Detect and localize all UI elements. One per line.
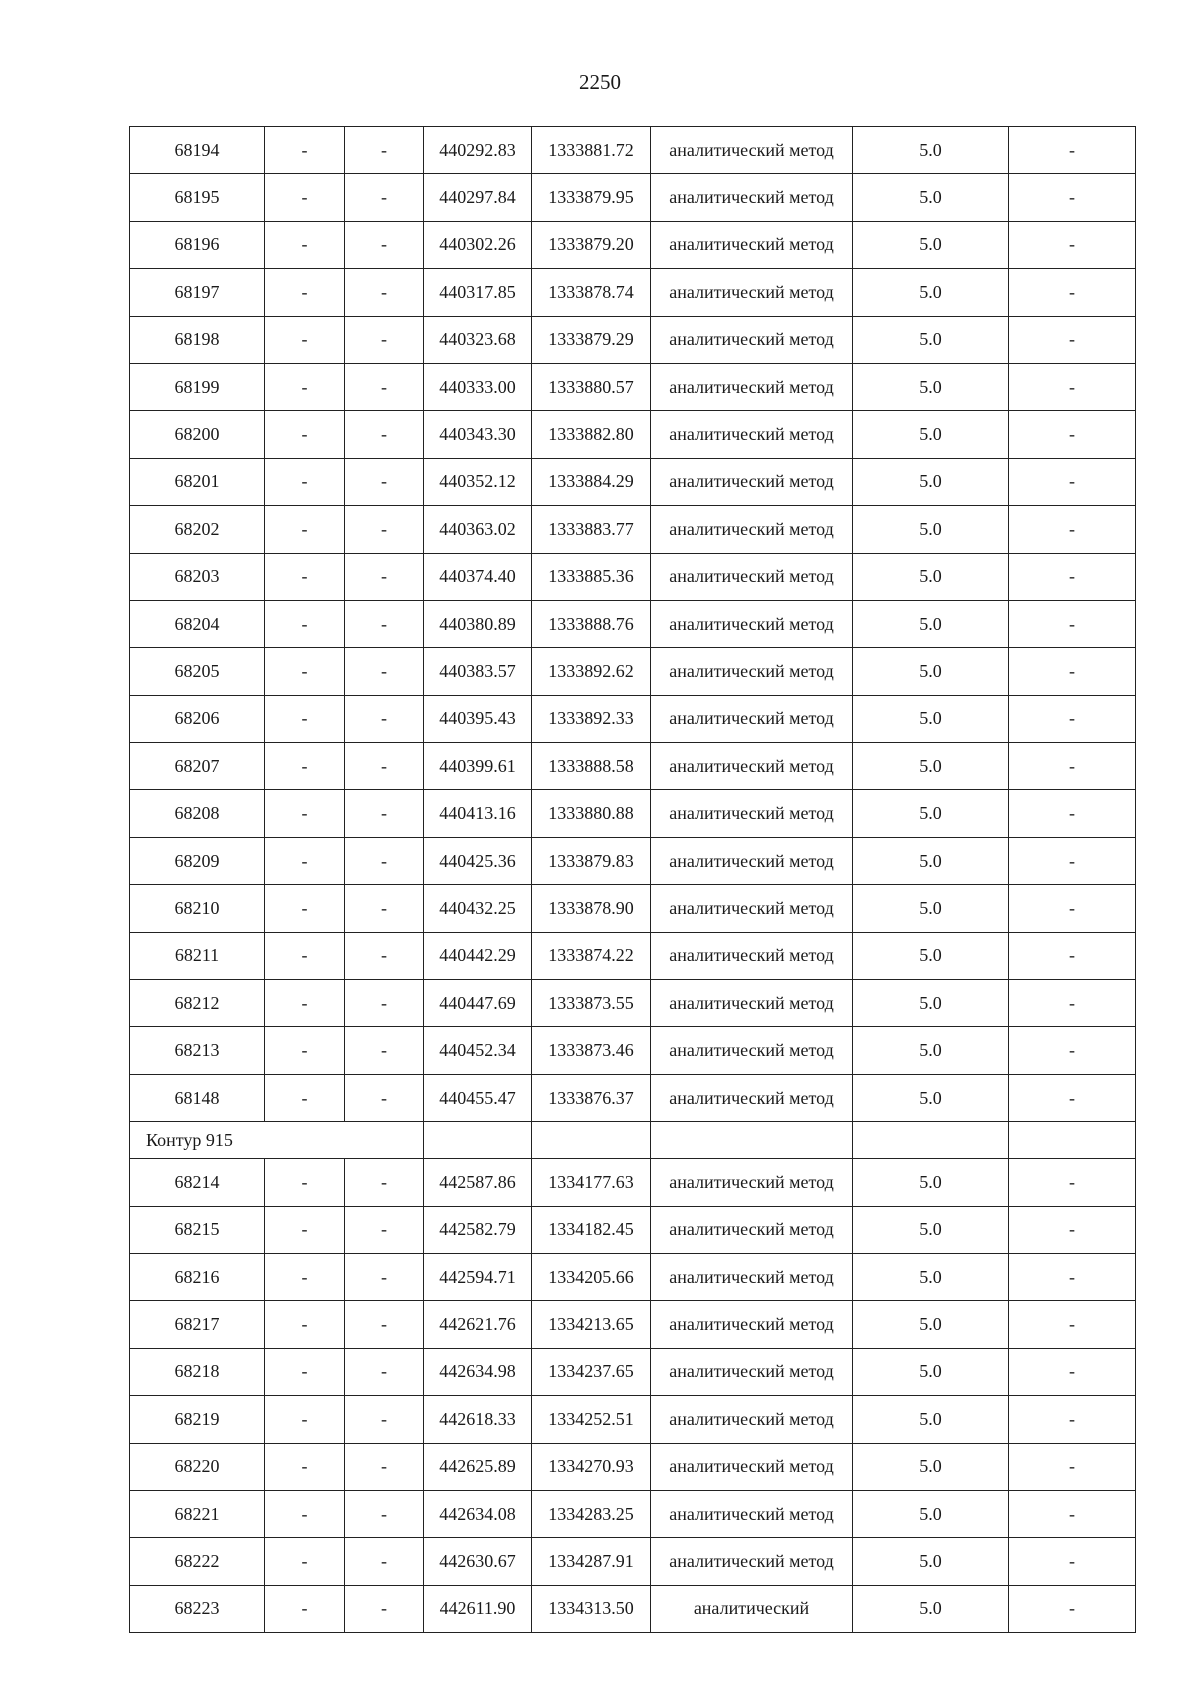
y-coordinate-cell: 1334177.63 [532,1159,651,1206]
empty-cell [1009,1122,1136,1159]
dash-cell: - [1009,885,1136,932]
point-number-cell: 68197 [130,269,265,316]
method-cell: аналитический метод [651,1443,853,1490]
y-coordinate-cell: 1333879.20 [532,221,651,268]
method-cell: аналитический метод [651,837,853,884]
y-coordinate-cell: 1333873.55 [532,980,651,1027]
dash-cell: - [265,174,345,221]
point-number-cell: 68210 [130,885,265,932]
dash-cell: - [265,600,345,647]
dash-cell: - [345,553,424,600]
point-number-cell: 68199 [130,363,265,410]
coordinates-table [129,126,1136,1633]
y-coordinate-cell: 1334205.66 [532,1253,651,1300]
dash-cell: - [345,506,424,553]
contour-label: Контур 915 [130,1122,424,1159]
point-number-cell: 68223 [130,1585,265,1632]
x-coordinate-cell: 440447.69 [424,980,532,1027]
dash-cell: - [345,174,424,221]
dash-cell: - [1009,316,1136,363]
table-row [130,1253,1136,1300]
dash-cell: - [345,127,424,174]
dash-cell: - [345,1585,424,1632]
table-row [130,1396,1136,1443]
dash-cell: - [265,1206,345,1253]
accuracy-cell: 5.0 [853,1490,1009,1537]
dash-cell: - [345,1027,424,1074]
point-number-cell: 68196 [130,221,265,268]
dash-cell: - [1009,363,1136,410]
method-cell: аналитический метод [651,411,853,458]
dash-cell: - [265,1443,345,1490]
method-cell: аналитический метод [651,648,853,695]
point-number-cell: 68217 [130,1301,265,1348]
page-number: 2250 [579,70,621,94]
method-cell: аналитический [651,1585,853,1632]
x-coordinate-cell: 440352.12 [424,458,532,505]
table-row [130,316,1136,363]
accuracy-cell: 5.0 [853,790,1009,837]
point-number-cell: 68216 [130,1253,265,1300]
y-coordinate-cell: 1333878.90 [532,885,651,932]
method-cell: аналитический метод [651,1301,853,1348]
accuracy-cell: 5.0 [853,1348,1009,1395]
dash-cell: - [1009,743,1136,790]
accuracy-cell: 5.0 [853,127,1009,174]
dash-cell: - [1009,1490,1136,1537]
x-coordinate-cell: 440425.36 [424,837,532,884]
y-coordinate-cell: 1334213.65 [532,1301,651,1348]
dash-cell: - [1009,553,1136,600]
x-coordinate-cell: 440292.83 [424,127,532,174]
table-body [130,127,1136,1633]
x-coordinate-cell: 442582.79 [424,1206,532,1253]
table-row [130,837,1136,884]
table-row [130,885,1136,932]
method-cell: аналитический метод [651,458,853,505]
dash-cell: - [345,1253,424,1300]
x-coordinate-cell: 440302.26 [424,221,532,268]
dash-cell: - [1009,837,1136,884]
dash-cell: - [1009,790,1136,837]
dash-cell: - [1009,648,1136,695]
table-row [130,695,1136,742]
x-coordinate-cell: 440317.85 [424,269,532,316]
x-coordinate-cell: 442634.98 [424,1348,532,1395]
y-coordinate-cell: 1333879.95 [532,174,651,221]
table-row [130,1074,1136,1121]
dash-cell: - [265,221,345,268]
y-coordinate-cell: 1333883.77 [532,506,651,553]
dash-cell: - [1009,1301,1136,1348]
dash-cell: - [345,932,424,979]
x-coordinate-cell: 440297.84 [424,174,532,221]
point-number-cell: 68206 [130,695,265,742]
y-coordinate-cell: 1334182.45 [532,1206,651,1253]
dash-cell: - [1009,1253,1136,1300]
dash-cell: - [1009,1443,1136,1490]
dash-cell: - [265,980,345,1027]
y-coordinate-cell: 1333881.72 [532,127,651,174]
point-number-cell: 68213 [130,1027,265,1074]
method-cell: аналитический метод [651,790,853,837]
accuracy-cell: 5.0 [853,1585,1009,1632]
dash-cell: - [345,837,424,884]
y-coordinate-cell: 1333874.22 [532,932,651,979]
accuracy-cell: 5.0 [853,1074,1009,1121]
dash-cell: - [265,1396,345,1443]
empty-cell [532,1122,651,1159]
y-coordinate-cell: 1333884.29 [532,458,651,505]
accuracy-cell: 5.0 [853,1253,1009,1300]
accuracy-cell: 5.0 [853,695,1009,742]
x-coordinate-cell: 442611.90 [424,1585,532,1632]
x-coordinate-cell: 440395.43 [424,695,532,742]
dash-cell: - [345,1206,424,1253]
dash-cell: - [345,458,424,505]
accuracy-cell: 5.0 [853,600,1009,647]
dash-cell: - [265,127,345,174]
x-coordinate-cell: 440333.00 [424,363,532,410]
y-coordinate-cell: 1333892.33 [532,695,651,742]
x-coordinate-cell: 440455.47 [424,1074,532,1121]
method-cell: аналитический метод [651,553,853,600]
x-coordinate-cell: 442625.89 [424,1443,532,1490]
x-coordinate-cell: 440374.40 [424,553,532,600]
table-row [130,269,1136,316]
dash-cell: - [265,363,345,410]
method-cell: аналитический метод [651,1396,853,1443]
accuracy-cell: 5.0 [853,932,1009,979]
dash-cell: - [1009,980,1136,1027]
method-cell: аналитический метод [651,127,853,174]
point-number-cell: 68203 [130,553,265,600]
dash-cell: - [1009,1159,1136,1206]
dash-cell: - [1009,269,1136,316]
dash-cell: - [265,458,345,505]
dash-cell: - [1009,458,1136,505]
accuracy-cell: 5.0 [853,1396,1009,1443]
dash-cell: - [1009,695,1136,742]
method-cell: аналитический метод [651,1538,853,1585]
dash-cell: - [1009,1206,1136,1253]
dash-cell: - [345,980,424,1027]
accuracy-cell: 5.0 [853,506,1009,553]
dash-cell: - [265,553,345,600]
accuracy-cell: 5.0 [853,174,1009,221]
method-cell: аналитический метод [651,1348,853,1395]
point-number-cell: 68219 [130,1396,265,1443]
method-cell: аналитический метод [651,695,853,742]
dash-cell: - [345,600,424,647]
dash-cell: - [265,1585,345,1632]
table-row [130,980,1136,1027]
table-row [130,932,1136,979]
method-cell: аналитический метод [651,1074,853,1121]
dash-cell: - [1009,1074,1136,1121]
method-cell: аналитический метод [651,743,853,790]
x-coordinate-cell: 442618.33 [424,1396,532,1443]
dash-cell: - [265,837,345,884]
table-row [130,1348,1136,1395]
table-row [130,411,1136,458]
dash-cell: - [345,1074,424,1121]
table-row [130,600,1136,647]
table-row [130,1538,1136,1585]
accuracy-cell: 5.0 [853,1159,1009,1206]
dash-cell: - [345,411,424,458]
point-number-cell: 68200 [130,411,265,458]
table-row [130,1159,1136,1206]
y-coordinate-cell: 1333882.80 [532,411,651,458]
dash-cell: - [345,1538,424,1585]
accuracy-cell: 5.0 [853,411,1009,458]
y-coordinate-cell: 1333878.74 [532,269,651,316]
table-row [130,790,1136,837]
method-cell: аналитический метод [651,363,853,410]
x-coordinate-cell: 440442.29 [424,932,532,979]
x-coordinate-cell: 440399.61 [424,743,532,790]
y-coordinate-cell: 1333879.29 [532,316,651,363]
y-coordinate-cell: 1334287.91 [532,1538,651,1585]
dash-cell: - [265,1490,345,1537]
y-coordinate-cell: 1333880.57 [532,363,651,410]
point-number-cell: 68214 [130,1159,265,1206]
accuracy-cell: 5.0 [853,363,1009,410]
accuracy-cell: 5.0 [853,1206,1009,1253]
x-coordinate-cell: 440383.57 [424,648,532,695]
dash-cell: - [1009,1585,1136,1632]
table-row [130,1301,1136,1348]
accuracy-cell: 5.0 [853,1538,1009,1585]
x-coordinate-cell: 442630.67 [424,1538,532,1585]
dash-cell: - [265,1074,345,1121]
x-coordinate-cell: 440343.30 [424,411,532,458]
y-coordinate-cell: 1333879.83 [532,837,651,884]
accuracy-cell: 5.0 [853,1443,1009,1490]
dash-cell: - [265,411,345,458]
dash-cell: - [265,1538,345,1585]
y-coordinate-cell: 1333873.46 [532,1027,651,1074]
dash-cell: - [345,363,424,410]
dash-cell: - [265,1027,345,1074]
y-coordinate-cell: 1334237.65 [532,1348,651,1395]
x-coordinate-cell: 440380.89 [424,600,532,647]
point-number-cell: 68209 [130,837,265,884]
table-row [130,1443,1136,1490]
x-coordinate-cell: 440413.16 [424,790,532,837]
point-number-cell: 68220 [130,1443,265,1490]
accuracy-cell: 5.0 [853,743,1009,790]
accuracy-cell: 5.0 [853,1027,1009,1074]
accuracy-cell: 5.0 [853,269,1009,316]
point-number-cell: 68211 [130,932,265,979]
y-coordinate-cell: 1333876.37 [532,1074,651,1121]
accuracy-cell: 5.0 [853,458,1009,505]
point-number-cell: 68207 [130,743,265,790]
table-row [130,1490,1136,1537]
accuracy-cell: 5.0 [853,980,1009,1027]
method-cell: аналитический метод [651,1253,853,1300]
x-coordinate-cell: 442621.76 [424,1301,532,1348]
dash-cell: - [345,743,424,790]
dash-cell: - [1009,600,1136,647]
y-coordinate-cell: 1334270.93 [532,1443,651,1490]
x-coordinate-cell: 442594.71 [424,1253,532,1300]
empty-cell [424,1122,532,1159]
y-coordinate-cell: 1333885.36 [532,553,651,600]
dash-cell: - [345,1490,424,1537]
method-cell: аналитический метод [651,1027,853,1074]
point-number-cell: 68221 [130,1490,265,1537]
table-row [130,174,1136,221]
dash-cell: - [345,790,424,837]
dash-cell: - [1009,221,1136,268]
x-coordinate-cell: 440452.34 [424,1027,532,1074]
method-cell: аналитический метод [651,980,853,1027]
accuracy-cell: 5.0 [853,221,1009,268]
dash-cell: - [1009,174,1136,221]
dash-cell: - [1009,506,1136,553]
dash-cell: - [345,1159,424,1206]
dash-cell: - [345,1301,424,1348]
dash-cell: - [1009,127,1136,174]
accuracy-cell: 5.0 [853,316,1009,363]
point-number-cell: 68202 [130,506,265,553]
point-number-cell: 68201 [130,458,265,505]
method-cell: аналитический метод [651,269,853,316]
method-cell: аналитический метод [651,506,853,553]
method-cell: аналитический метод [651,885,853,932]
point-number-cell: 68205 [130,648,265,695]
y-coordinate-cell: 1334252.51 [532,1396,651,1443]
x-coordinate-cell: 440363.02 [424,506,532,553]
dash-cell: - [1009,411,1136,458]
dash-cell: - [265,885,345,932]
point-number-cell: 68215 [130,1206,265,1253]
point-number-cell: 68204 [130,600,265,647]
dash-cell: - [1009,932,1136,979]
dash-cell: - [345,1396,424,1443]
y-coordinate-cell: 1333888.76 [532,600,651,647]
dash-cell: - [265,316,345,363]
dash-cell: - [265,1301,345,1348]
dash-cell: - [265,932,345,979]
y-coordinate-cell: 1333880.88 [532,790,651,837]
dash-cell: - [265,743,345,790]
dash-cell: - [265,1253,345,1300]
contour-header-row [130,1122,1136,1159]
x-coordinate-cell: 442634.08 [424,1490,532,1537]
point-number-cell: 68194 [130,127,265,174]
point-number-cell: 68208 [130,790,265,837]
dash-cell: - [265,506,345,553]
dash-cell: - [1009,1538,1136,1585]
method-cell: аналитический метод [651,221,853,268]
accuracy-cell: 5.0 [853,885,1009,932]
dash-cell: - [345,1348,424,1395]
dash-cell: - [345,695,424,742]
dash-cell: - [345,316,424,363]
table-row [130,743,1136,790]
dash-cell: - [265,1159,345,1206]
accuracy-cell: 5.0 [853,553,1009,600]
method-cell: аналитический метод [651,1159,853,1206]
y-coordinate-cell: 1334283.25 [532,1490,651,1537]
dash-cell: - [1009,1348,1136,1395]
accuracy-cell: 5.0 [853,837,1009,884]
table-row [130,553,1136,600]
method-cell: аналитический метод [651,174,853,221]
table-row [130,506,1136,553]
dash-cell: - [265,695,345,742]
point-number-cell: 68195 [130,174,265,221]
table-row [130,127,1136,174]
table-row [130,1585,1136,1632]
dash-cell: - [345,269,424,316]
dash-cell: - [345,885,424,932]
table-row [130,1206,1136,1253]
y-coordinate-cell: 1333892.62 [532,648,651,695]
dash-cell: - [265,648,345,695]
table-row [130,363,1136,410]
dash-cell: - [265,790,345,837]
method-cell: аналитический метод [651,1490,853,1537]
dash-cell: - [1009,1027,1136,1074]
method-cell: аналитический метод [651,600,853,647]
point-number-cell: 68218 [130,1348,265,1395]
table-row [130,458,1136,505]
point-number-cell: 68148 [130,1074,265,1121]
dash-cell: - [345,648,424,695]
table-row [130,1027,1136,1074]
method-cell: аналитический метод [651,932,853,979]
point-number-cell: 68222 [130,1538,265,1585]
table-row [130,221,1136,268]
y-coordinate-cell: 1333888.58 [532,743,651,790]
accuracy-cell: 5.0 [853,648,1009,695]
dash-cell: - [1009,1396,1136,1443]
empty-cell [853,1122,1009,1159]
point-number-cell: 68198 [130,316,265,363]
dash-cell: - [265,269,345,316]
accuracy-cell: 5.0 [853,1301,1009,1348]
dash-cell: - [345,1443,424,1490]
table-row [130,648,1136,695]
dash-cell: - [345,221,424,268]
dash-cell: - [265,1348,345,1395]
empty-cell [651,1122,853,1159]
x-coordinate-cell: 440432.25 [424,885,532,932]
y-coordinate-cell: 1334313.50 [532,1585,651,1632]
point-number-cell: 68212 [130,980,265,1027]
method-cell: аналитический метод [651,1206,853,1253]
method-cell: аналитический метод [651,316,853,363]
x-coordinate-cell: 440323.68 [424,316,532,363]
x-coordinate-cell: 442587.86 [424,1159,532,1206]
